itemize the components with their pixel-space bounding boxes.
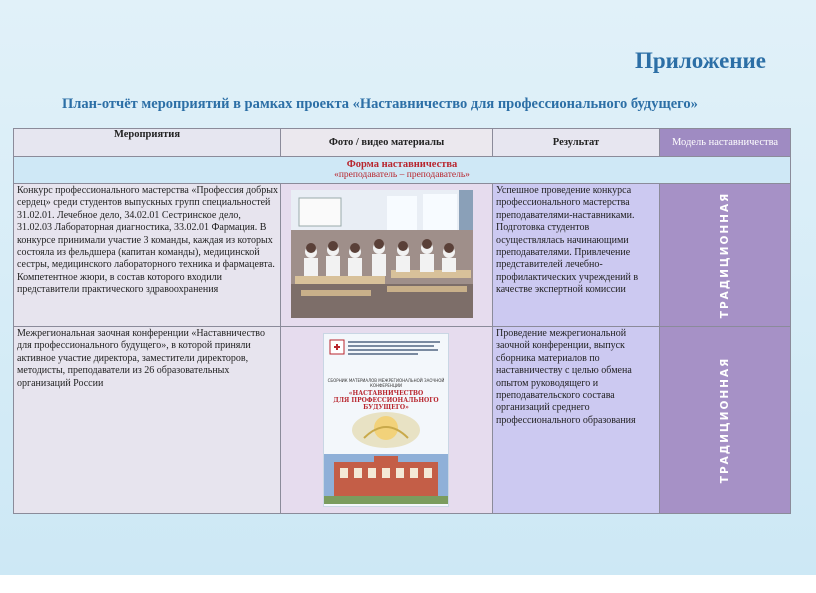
model-cell [660, 184, 791, 327]
mentoring-report-table [13, 128, 791, 514]
event-text: Межрегиональная заочная конференции «Наставничество для профессионального будущего», в которой приняли активное участие директора, заместители директоров, методисты, преподаватели из 26 образовательных организаций России [17, 328, 265, 389]
table-row [14, 327, 791, 514]
header-model: Модель наставничества [660, 129, 791, 157]
model-label: ТРАДИЦИОННАЯ [719, 191, 731, 319]
poster-line-2: «НАСТАВНИЧЕСТВО [348, 390, 424, 397]
photo-cell [281, 327, 493, 514]
form-row [14, 157, 791, 184]
poster-line-1: СБОРНИК МАТЕРИАЛОВ МЕЖРЕГИОНАЛЬНОЙ ЗАОЧНОЙ КОНФЕРЕНЦИИ [327, 378, 445, 388]
table-row [14, 184, 791, 327]
header-events: Мероприятия [14, 129, 281, 157]
event-cell [14, 327, 281, 514]
header-result: Результат [493, 129, 660, 157]
model-label: ТРАДИЦИОННАЯ [719, 356, 731, 484]
event-cell [14, 184, 281, 327]
result-text: Успешное проведение конкурса профессионального мастерства преподавателями-наставниками. Подготовка студентов осуществлялась начинающими преподавателями. Привлечение представителей лечебно-профилактических учреждений в качестве экспертной комиссии [496, 185, 639, 296]
conference-poster [323, 333, 449, 507]
form-cell [14, 157, 791, 184]
poster-header-logos [324, 338, 448, 360]
table-header-row [14, 129, 791, 157]
poster-line-3: ДЛЯ ПРОФЕССИОНАЛЬНОГО БУДУЩЕГО» [333, 397, 439, 411]
photo-cell [281, 184, 493, 327]
page-subtitle: План-отчёт мероприятий в рамках проекта «Наставничество для профессионального будущего» [62, 96, 698, 112]
model-cell [660, 327, 791, 514]
event-text: Конкурс профессионального мастерства «Профессия добрых сердец» среди студентов выпускных групп специальностей 31.02.01. Лечебное дело, 34.02.01 Сестринское дело, 31.02.03 Лабораторная диагностика, 33.02.01 Фармация. В конкурсе принимали участие 3 команды, каждая из которых состояла из фельдшера (капитан команды), медицинской сестры, медицинского лабораторного техника и фармацевта. Компетентное жюри, в состав которого входили представители практического здравоохранения [17, 185, 278, 296]
classroom-photo [291, 190, 473, 318]
header-photo: Фото / видео материалы [281, 129, 493, 157]
form-title: Форма наставничества [346, 159, 458, 170]
result-cell [493, 184, 660, 327]
result-text: Проведение межрегиональной заочной конференции, выпуск сборника материалов по наставничеству с целью обмена опытом руководящего и преподавательского состава организаций среднего профессионального образования [496, 328, 636, 426]
page-heading: Приложение [634, 48, 766, 73]
result-cell [493, 327, 660, 514]
form-subtitle: «преподаватель – преподаватель» [334, 170, 470, 180]
poster-illustration [324, 408, 448, 504]
